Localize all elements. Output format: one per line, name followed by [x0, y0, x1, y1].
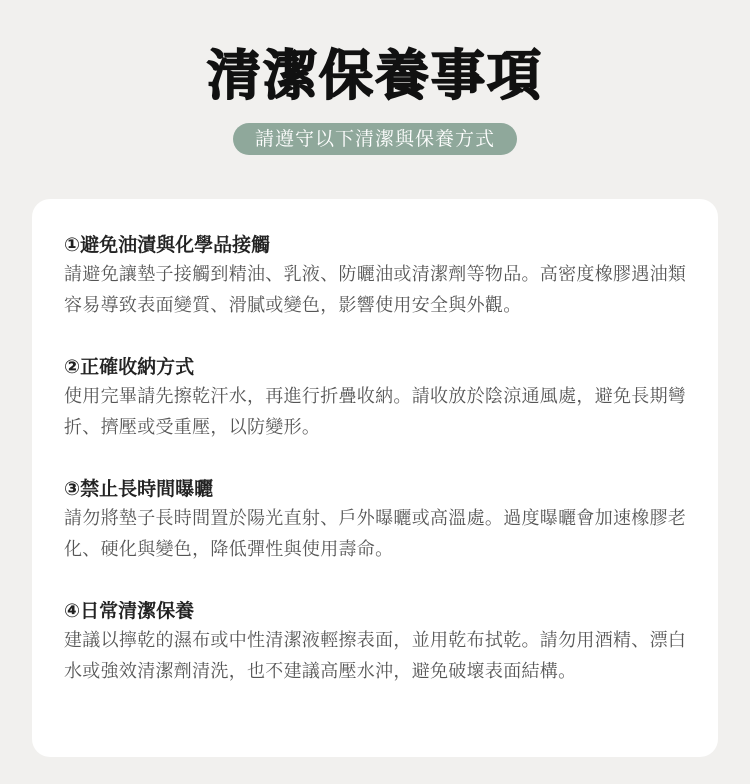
care-section-cleaning [64, 597, 694, 687]
section-heading: ③禁止長時間曝曬 [64, 478, 214, 500]
care-section-storage [64, 353, 694, 443]
subtitle-badge: 請遵守以下清潔與保養方式 [233, 123, 517, 155]
care-section-sunlight [64, 475, 694, 565]
section-heading: ④日常清潔保養 [64, 600, 195, 622]
care-card [32, 199, 718, 757]
section-body: 請避免讓墊子接觸到精油、乳液、防曬油或清潔劑等物品。高密度橡膠遇油類容易導致表面變質、滑膩或變色，影響使用安全與外觀。 [64, 264, 687, 316]
section-body: 建議以擰乾的濕布或中性清潔液輕擦表面，並用乾布拭乾。請勿用酒精、漂白水或強效清潔劑清洗，也不建議高壓水沖，避免破壞表面結構。 [64, 630, 687, 682]
section-body: 請勿將墊子長時間置於陽光直射、戶外曝曬或高溫處。過度曝曬會加速橡膠老化、硬化與變色，降低彈性與使用壽命。 [64, 508, 687, 560]
page-title: 清潔保養事項 [207, 44, 543, 107]
subtitle-wrap [0, 123, 750, 155]
section-body: 使用完畢請先擦乾汗水，再進行折疊收納。請收放於陰涼通風處，避免長期彎折、擠壓或受重壓，以防變形。 [64, 386, 687, 438]
care-section-oil [64, 231, 694, 321]
section-heading: ①避免油漬與化學品接觸 [64, 234, 271, 256]
section-heading: ②正確收納方式 [64, 356, 195, 378]
